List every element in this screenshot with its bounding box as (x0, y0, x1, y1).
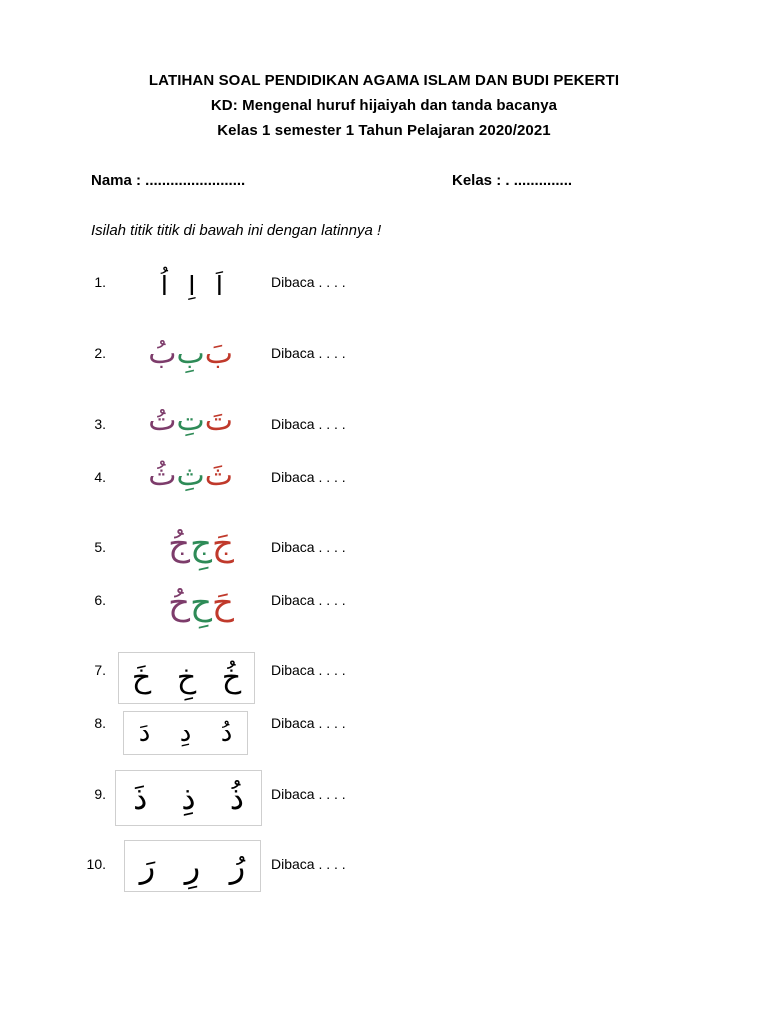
question-number: 8. (94, 715, 106, 731)
dibaca-label: Dibaca . . . . (271, 469, 346, 485)
letter-kasrah: اِ (188, 272, 196, 302)
letter-dammah: اُ (160, 272, 168, 302)
letter-kasrah: تِ (176, 403, 205, 438)
hijaiyah-letters (128, 274, 223, 318)
letter-fathah: دَ (138, 718, 151, 748)
letter-fathah: ذَ (133, 779, 148, 817)
hijaiyah-letters (138, 403, 233, 438)
competency-line: KD: Mengenal huruf hijaiyah dan tanda bacanya (210, 97, 558, 114)
dibaca-label: Dibaca . . . . (271, 539, 346, 555)
question-number: 3. (94, 416, 106, 432)
hijaiyah-letters (138, 458, 233, 493)
dibaca-label: Dibaca . . . . (271, 416, 346, 432)
letter-kasrah: جِ (190, 524, 213, 564)
letter-kasrah: ذِ (181, 779, 196, 817)
class-field: Kelas : . .............. (452, 172, 573, 189)
question-number: 10. (86, 856, 106, 872)
hijaiyah-letters-box (115, 770, 262, 826)
hijaiyah-letters-box (124, 840, 261, 892)
letter-fathah: حَ (212, 583, 234, 623)
letter-fathah: ثَ (204, 458, 233, 493)
letter-kasrah: بِ (176, 336, 205, 371)
letter-dammah: حُ (168, 583, 191, 623)
letter-kasrah: حِ (190, 583, 213, 623)
question-number: 2. (94, 345, 106, 361)
question-10 (0, 847, 768, 896)
letter-fathah: رَ (139, 847, 156, 885)
question-number: 6. (94, 592, 106, 608)
name-field: Nama : ........................ (91, 172, 246, 189)
hijaiyah-letters (138, 336, 233, 371)
letter-dammah: تُ (148, 403, 177, 438)
letter-kasrah: رِ (184, 847, 201, 885)
question-2 (0, 336, 768, 385)
letter-dammah: ثُ (148, 458, 177, 493)
dibaca-label: Dibaca . . . . (271, 715, 346, 731)
question-3 (0, 403, 768, 456)
question-8 (0, 715, 768, 755)
question-1 (0, 274, 768, 314)
letter-dammah: خُ (221, 660, 242, 695)
question-number: 7. (94, 662, 106, 678)
question-number: 5. (94, 539, 106, 555)
dibaca-label: Dibaca . . . . (271, 856, 346, 872)
question-9 (0, 779, 768, 826)
letter-fathah: خَ (131, 660, 152, 695)
letter-kasrah: خِ (176, 660, 197, 695)
letter-dammah: رُ (229, 847, 246, 885)
letter-fathah: تَ (204, 403, 233, 438)
question-number: 9. (94, 786, 106, 802)
hijaiyah-letters-box (118, 652, 255, 704)
dibaca-label: Dibaca . . . . (271, 274, 346, 290)
document-title: LATIHAN SOAL PENDIDIKAN AGAMA ISLAM DAN BUDI PEKERTI (148, 72, 620, 89)
question-number: 4. (94, 469, 106, 485)
letter-dammah: ذُ (229, 779, 244, 817)
question-5 (0, 524, 768, 579)
hijaiyah-letters (134, 583, 234, 623)
hijaiyah-letters-box (123, 711, 248, 755)
letter-dammah: بُ (148, 336, 177, 371)
dibaca-label: Dibaca . . . . (271, 786, 346, 802)
question-7 (0, 662, 768, 702)
instruction-text: Isilah titik titik di bawah ini dengan latinnya ! (91, 222, 382, 239)
question-6 (0, 583, 768, 632)
hijaiyah-letters (134, 524, 234, 564)
letter-kasrah: ثِ (176, 458, 205, 493)
letter-fathah: جَ (212, 524, 234, 564)
letter-fathah: اَ (215, 272, 223, 302)
question-number: 1. (94, 274, 106, 290)
dibaca-label: Dibaca . . . . (271, 345, 346, 361)
dibaca-label: Dibaca . . . . (271, 592, 346, 608)
question-4 (0, 458, 768, 509)
dibaca-label: Dibaca . . . . (271, 662, 346, 678)
letter-fathah: بَ (204, 336, 233, 371)
letter-dammah: جُ (168, 524, 191, 564)
letter-dammah: دُ (220, 718, 233, 748)
letter-kasrah: دِ (179, 718, 192, 748)
class-semester-line: Kelas 1 semester 1 Tahun Pelajaran 2020/2021 (217, 122, 551, 139)
